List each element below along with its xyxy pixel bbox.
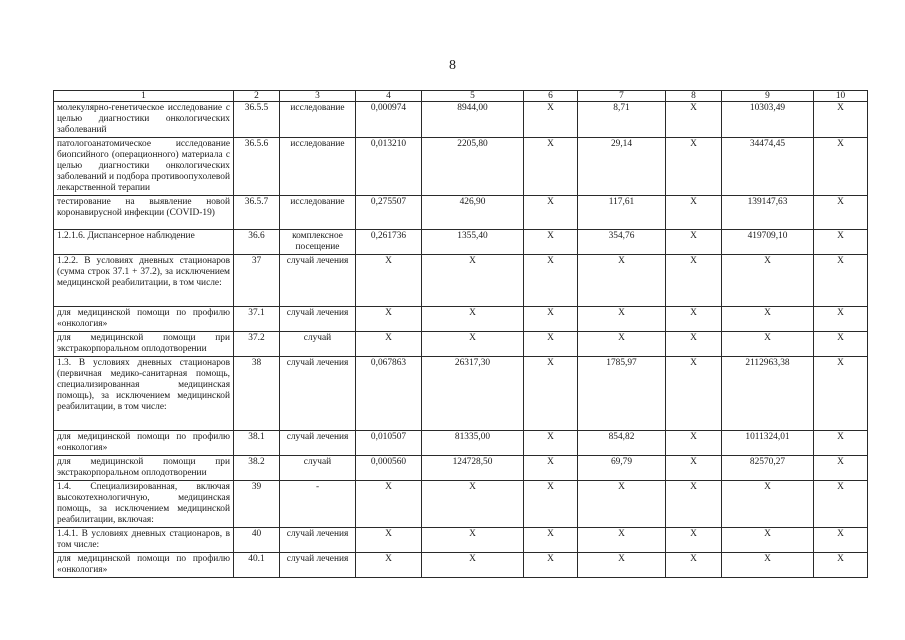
table-cell: X xyxy=(666,102,722,138)
table-cell: X xyxy=(666,431,722,456)
table-cell: 38.1 xyxy=(234,431,280,456)
table-cell: X xyxy=(666,255,722,307)
table-cell: X xyxy=(666,357,722,431)
table-cell: случай лечения xyxy=(280,553,356,578)
table-cell: X xyxy=(422,255,524,307)
table-cell: X xyxy=(578,553,666,578)
table-cell: 1.2.2. В условиях дневных стационаров (сумма строк 37.1 + 37.2), за исключением медицинской реабилитации, в том числе: xyxy=(54,255,234,307)
table-cell: 1355,40 xyxy=(422,230,524,255)
table-cell: X xyxy=(356,332,422,357)
table-cell: 0,067863 xyxy=(356,357,422,431)
table-cell: X xyxy=(422,307,524,332)
table-cell: 854,82 xyxy=(578,431,666,456)
table-cell: 1.2.1.6. Диспансерное наблюдение xyxy=(54,230,234,255)
table-cell: 139147,63 xyxy=(722,196,814,230)
data-table xyxy=(53,90,868,578)
table-cell: X xyxy=(578,332,666,357)
table-cell: X xyxy=(524,102,578,138)
table-cell: случай лечения xyxy=(280,307,356,332)
table-cell: 29,14 xyxy=(578,138,666,196)
table-cell: 0,000560 xyxy=(356,456,422,481)
table-cell: X xyxy=(814,255,868,307)
table-cell: X xyxy=(578,528,666,553)
table-cell: X xyxy=(814,332,868,357)
table-cell: X xyxy=(524,255,578,307)
table-cell: случай лечения xyxy=(280,255,356,307)
table-cell: X xyxy=(814,481,868,528)
table-row xyxy=(54,196,868,230)
table-cell: патологоанатомическое исследование биопсийного (операционного) материала с целью диагностики онкологических заболеваний и подбора противоопухолевой лекарственной терапии xyxy=(54,138,234,196)
table-cell: X xyxy=(666,230,722,255)
table-cell: X xyxy=(524,307,578,332)
column-header: 1 xyxy=(54,91,234,102)
table-cell: 36.5.6 xyxy=(234,138,280,196)
table-cell: 0,275507 xyxy=(356,196,422,230)
table-row xyxy=(54,431,868,456)
table-cell: 81335,00 xyxy=(422,431,524,456)
table-cell: 39 xyxy=(234,481,280,528)
column-header: 8 xyxy=(666,91,722,102)
table-cell: случай лечения xyxy=(280,528,356,553)
table-cell: X xyxy=(722,255,814,307)
table-cell: X xyxy=(422,528,524,553)
table-cell: 26317,30 xyxy=(422,357,524,431)
table-cell: 36.5.7 xyxy=(234,196,280,230)
table-cell: исследование xyxy=(280,138,356,196)
table-cell: 1.3. В условиях дневных стационаров (первичная медико-санитарная помощь, специализированная медицинская помощь), за исключением медицинской реабилитации, в том числе: xyxy=(54,357,234,431)
table-cell: 8944,00 xyxy=(422,102,524,138)
column-header: 4 xyxy=(356,91,422,102)
table-cell: исследование xyxy=(280,196,356,230)
table-cell: X xyxy=(666,332,722,357)
table-cell: 38 xyxy=(234,357,280,431)
table-cell: 1785,97 xyxy=(578,357,666,431)
table-cell: случай лечения xyxy=(280,357,356,431)
table-cell: X xyxy=(422,332,524,357)
page-number: 8 xyxy=(449,58,456,73)
table-cell: X xyxy=(666,307,722,332)
table-cell: X xyxy=(814,102,868,138)
table-cell: X xyxy=(814,230,868,255)
table-row xyxy=(54,138,868,196)
table-cell: X xyxy=(814,196,868,230)
table-row xyxy=(54,102,868,138)
column-header: 3 xyxy=(280,91,356,102)
table-cell: 1.4.1. В условиях дневных стационаров, в том числе: xyxy=(54,528,234,553)
table-cell: молекулярно-генетическое исследование с целью диагностики онкологических заболеваний xyxy=(54,102,234,138)
table-cell: X xyxy=(578,307,666,332)
table-cell: 419709,10 xyxy=(722,230,814,255)
table-cell: случай xyxy=(280,332,356,357)
table-cell: X xyxy=(422,553,524,578)
table-cell: 0,013210 xyxy=(356,138,422,196)
column-header: 2 xyxy=(234,91,280,102)
table-cell: X xyxy=(524,357,578,431)
table-cell: 37.1 xyxy=(234,307,280,332)
table-cell: 82570,27 xyxy=(722,456,814,481)
table-cell: X xyxy=(524,456,578,481)
table-cell: для медицинской помощи при экстракорпоральном оплодотворении xyxy=(54,456,234,481)
table-cell: X xyxy=(524,528,578,553)
column-header: 6 xyxy=(524,91,578,102)
table-cell: X xyxy=(356,553,422,578)
table-cell: 124728,50 xyxy=(422,456,524,481)
table-cell: X xyxy=(524,553,578,578)
table-cell: 2205,80 xyxy=(422,138,524,196)
table-row xyxy=(54,481,868,528)
table-cell: X xyxy=(356,481,422,528)
table-cell: X xyxy=(524,138,578,196)
table-cell: X xyxy=(666,456,722,481)
table-cell: тестирование на выявление новой коронавирусной инфекции (COVID-19) xyxy=(54,196,234,230)
table-cell: X xyxy=(814,553,868,578)
table-row xyxy=(54,230,868,255)
table-cell: X xyxy=(356,307,422,332)
table-cell: X xyxy=(666,481,722,528)
table-cell: - xyxy=(280,481,356,528)
table-cell: X xyxy=(814,138,868,196)
table-cell: 40 xyxy=(234,528,280,553)
table-cell: 0,000974 xyxy=(356,102,422,138)
column-header: 10 xyxy=(814,91,868,102)
table-cell: случай лечения xyxy=(280,431,356,456)
table-cell: 37.2 xyxy=(234,332,280,357)
column-header: 9 xyxy=(722,91,814,102)
table-cell: 40.1 xyxy=(234,553,280,578)
table-row xyxy=(54,553,868,578)
table-cell: X xyxy=(666,528,722,553)
column-header: 7 xyxy=(578,91,666,102)
table-cell: 38.2 xyxy=(234,456,280,481)
header-row xyxy=(54,91,868,102)
table-cell: 34474,45 xyxy=(722,138,814,196)
table-cell: X xyxy=(524,481,578,528)
table-row xyxy=(54,307,868,332)
table-cell: X xyxy=(578,255,666,307)
table-cell: X xyxy=(722,332,814,357)
table-cell: X xyxy=(524,230,578,255)
table-row xyxy=(54,528,868,553)
table-cell: случай xyxy=(280,456,356,481)
table-cell: 36.6 xyxy=(234,230,280,255)
table-cell: X xyxy=(666,138,722,196)
table-cell: 0,261736 xyxy=(356,230,422,255)
column-header: 5 xyxy=(422,91,524,102)
table-cell: X xyxy=(524,196,578,230)
table-cell: 8,71 xyxy=(578,102,666,138)
table-cell: X xyxy=(722,481,814,528)
table-cell: 10303,49 xyxy=(722,102,814,138)
table-cell: X xyxy=(524,332,578,357)
table-cell: X xyxy=(814,431,868,456)
table-cell: для медицинской помощи по профилю «онкология» xyxy=(54,431,234,456)
table-cell: X xyxy=(578,481,666,528)
table-cell: 36.5.5 xyxy=(234,102,280,138)
table-cell: X xyxy=(814,357,868,431)
table-cell: X xyxy=(666,196,722,230)
table-cell: X xyxy=(814,528,868,553)
table-cell: 69,79 xyxy=(578,456,666,481)
table-row xyxy=(54,357,868,431)
table-cell: 2112963,38 xyxy=(722,357,814,431)
table-cell: X xyxy=(666,553,722,578)
table-cell: X xyxy=(814,307,868,332)
table-cell: для медицинской помощи при экстракорпоральном оплодотворении xyxy=(54,332,234,357)
table-cell: для медицинской помощи по профилю «онкология» xyxy=(54,307,234,332)
table-cell: X xyxy=(524,431,578,456)
table-row xyxy=(54,332,868,357)
table-cell: 37 xyxy=(234,255,280,307)
table-cell: X xyxy=(422,481,524,528)
table-cell: исследование xyxy=(280,102,356,138)
table-cell: 354,76 xyxy=(578,230,666,255)
table-cell: X xyxy=(814,456,868,481)
table-cell: 1011324,01 xyxy=(722,431,814,456)
table-row xyxy=(54,255,868,307)
table-cell: 1.4. Специализированная, включая высокотехнологичную, медицинская помощь, за исключением медицинской реабилитации, включая: xyxy=(54,481,234,528)
table-cell: X xyxy=(356,528,422,553)
table-cell: 426,90 xyxy=(422,196,524,230)
table-row xyxy=(54,456,868,481)
table-cell: X xyxy=(722,307,814,332)
table-cell: 117,61 xyxy=(578,196,666,230)
table-cell: 0,010507 xyxy=(356,431,422,456)
table-cell: для медицинской помощи по профилю «онкология» xyxy=(54,553,234,578)
table-cell: X xyxy=(722,553,814,578)
table-cell: X xyxy=(722,528,814,553)
table-cell: комплексное посещение xyxy=(280,230,356,255)
table-cell: X xyxy=(356,255,422,307)
